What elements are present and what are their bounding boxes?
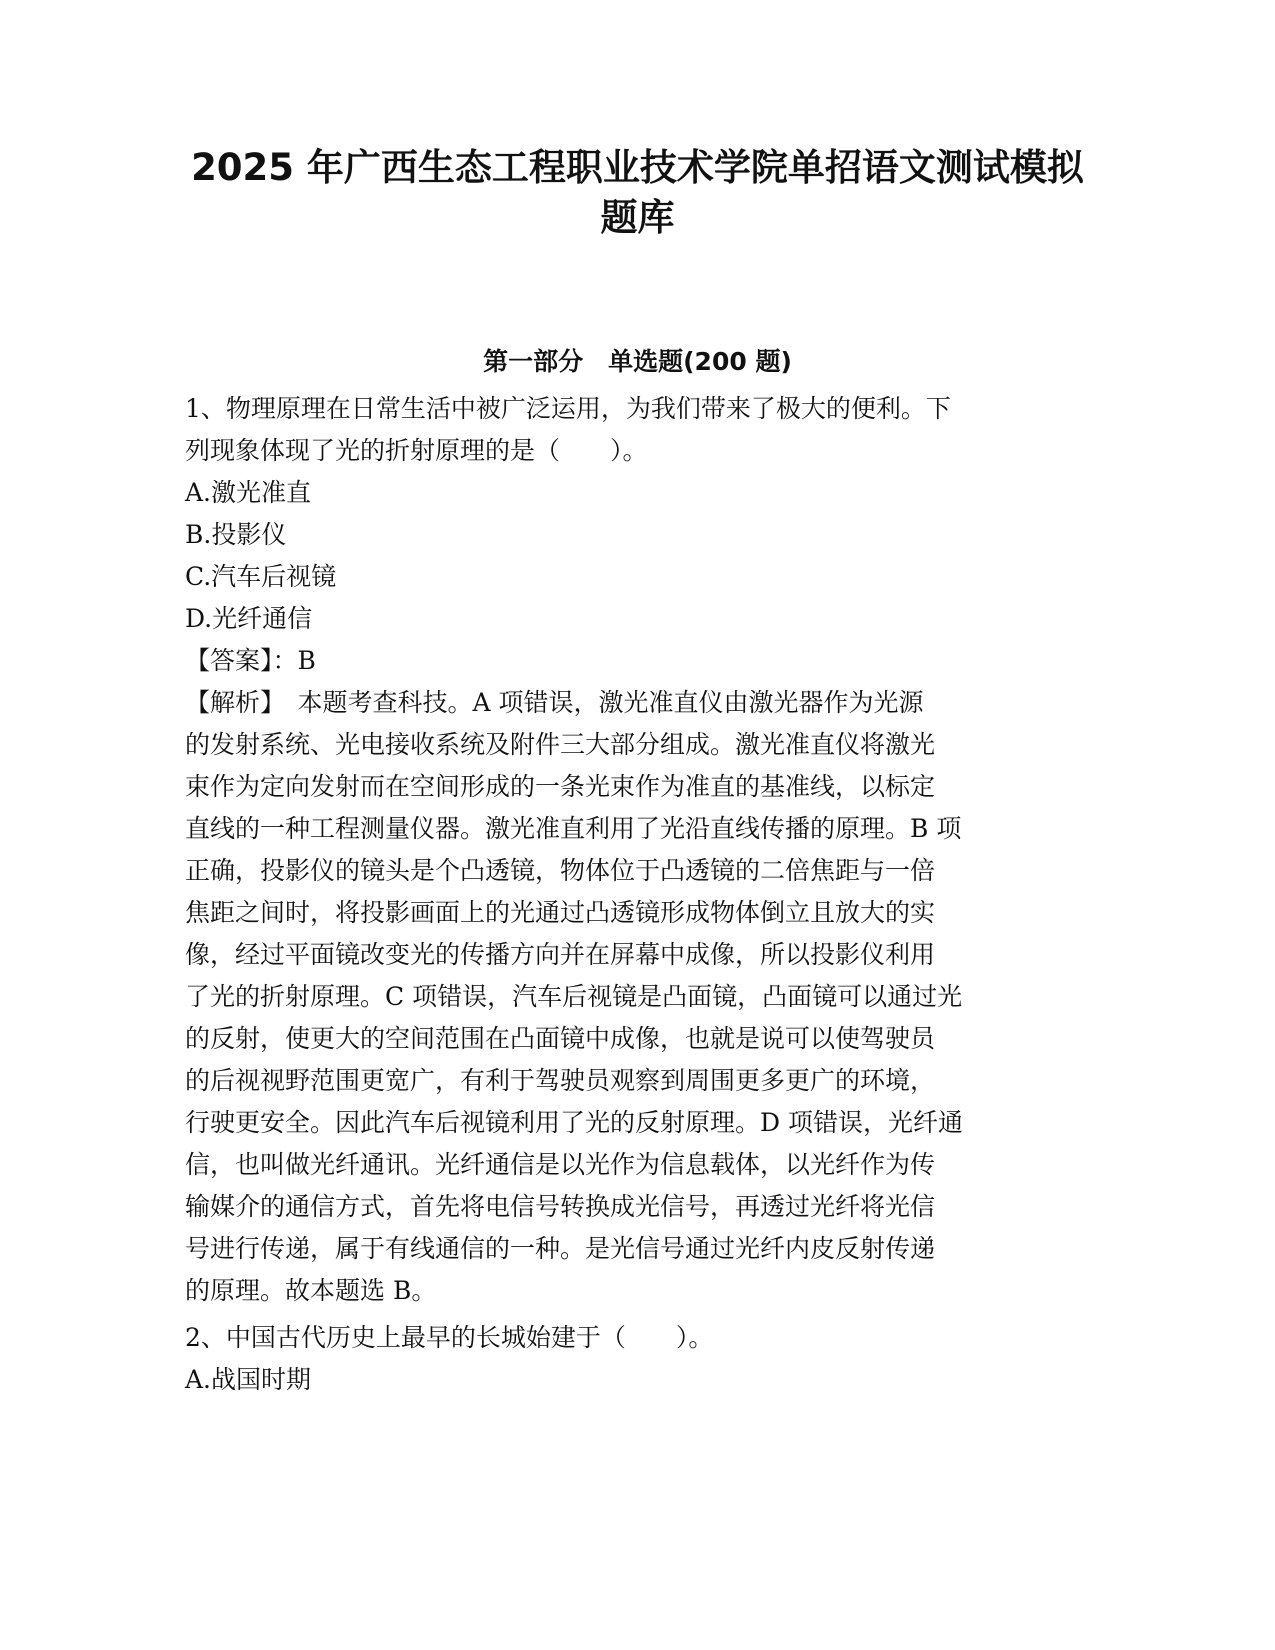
question-1-analysis-line: 了光的折射原理。C 项错误，汽车后视镜是凸面镜，凸面镜可以通过光 — [185, 982, 963, 1011]
question-1-analysis-line: 的原理。故本题选 B。 — [185, 1276, 437, 1305]
question-1-analysis-line: 束作为定向发射而在空间形成的一条光束作为准直的基准线，以标定 — [185, 772, 936, 801]
question-1 — [185, 388, 1085, 1312]
question-1-analysis-line: 焦距之间时，将投影画面上的光通过凸透镜形成物体倒立且放大的实 — [185, 898, 936, 927]
page-title-line-2: 题库 — [600, 196, 675, 239]
question-1-analysis-line: 直线的一种工程测量仪器。激光准直利用了光沿直线传播的原理。B 项 — [185, 814, 962, 843]
question-1-analysis-line: 行驶更安全。因此汽车后视镜利用了光的反射原理。D 项错误，光纤通 — [185, 1108, 963, 1137]
question-1-option-a: A.激光准直 — [185, 478, 312, 507]
question-1-analysis-line: 信，也叫做光纤通讯。光纤通信是以光作为信息载体，以光纤作为传 — [185, 1150, 936, 1179]
question-1-analysis-line: 号进行传递，属于有线通信的一种。是光信号通过光纤内皮反射传递 — [185, 1234, 936, 1263]
question-1-analysis-line: 【解析】 本题考查科技。A 项错误，激光准直仪由激光器作为光源 — [185, 688, 924, 717]
question-1-option-b: B.投影仪 — [185, 520, 287, 549]
question-1-analysis-line: 输媒介的通信方式，首先将电信号转换成光信号，再透过光纤将光信 — [185, 1192, 936, 1221]
question-1-stem-line-1: 1、物理原理在日常生活中被广泛运用，为我们带来了极大的便利。下 — [185, 394, 951, 423]
question-2 — [185, 1317, 1085, 1401]
question-1-option-c: C.汽车后视镜 — [185, 562, 337, 591]
page-title-line-1: 2025 年广西生态工程职业技术学院单招语文测试模拟 — [191, 146, 1084, 189]
question-1-analysis-line: 的反射，使更大的空间范围在凸面镜中成像，也就是说可以使驾驶员 — [185, 1024, 936, 1053]
question-1-analysis-line: 的发射系统、光电接收系统及附件三大部分组成。激光准直仪将激光 — [185, 730, 936, 759]
question-2-stem-line-1: 2、中国古代历史上最早的长城始建于（ ）。 — [185, 1323, 714, 1352]
section-title: 第一部分 单选题(200 题) — [483, 347, 792, 376]
question-1-option-d: D.光纤通信 — [185, 604, 313, 633]
question-1-stem-line-2: 列现象体现了光的折射原理的是（ ）。 — [185, 436, 648, 465]
question-2-option-a: A.战国时期 — [185, 1365, 312, 1394]
question-1-analysis-line: 像，经过平面镜改变光的传播方向并在屏幕中成像，所以投影仪利用 — [185, 940, 936, 969]
question-1-answer: 【答案】：B — [185, 646, 316, 675]
question-1-analysis-line: 正确，投影仪的镜头是个凸透镜，物体位于凸透镜的二倍焦距与一倍 — [185, 856, 936, 885]
question-1-analysis-line: 的后视视野范围更宽广，有利于驾驶员观察到周围更多更广的环境， — [185, 1066, 936, 1095]
